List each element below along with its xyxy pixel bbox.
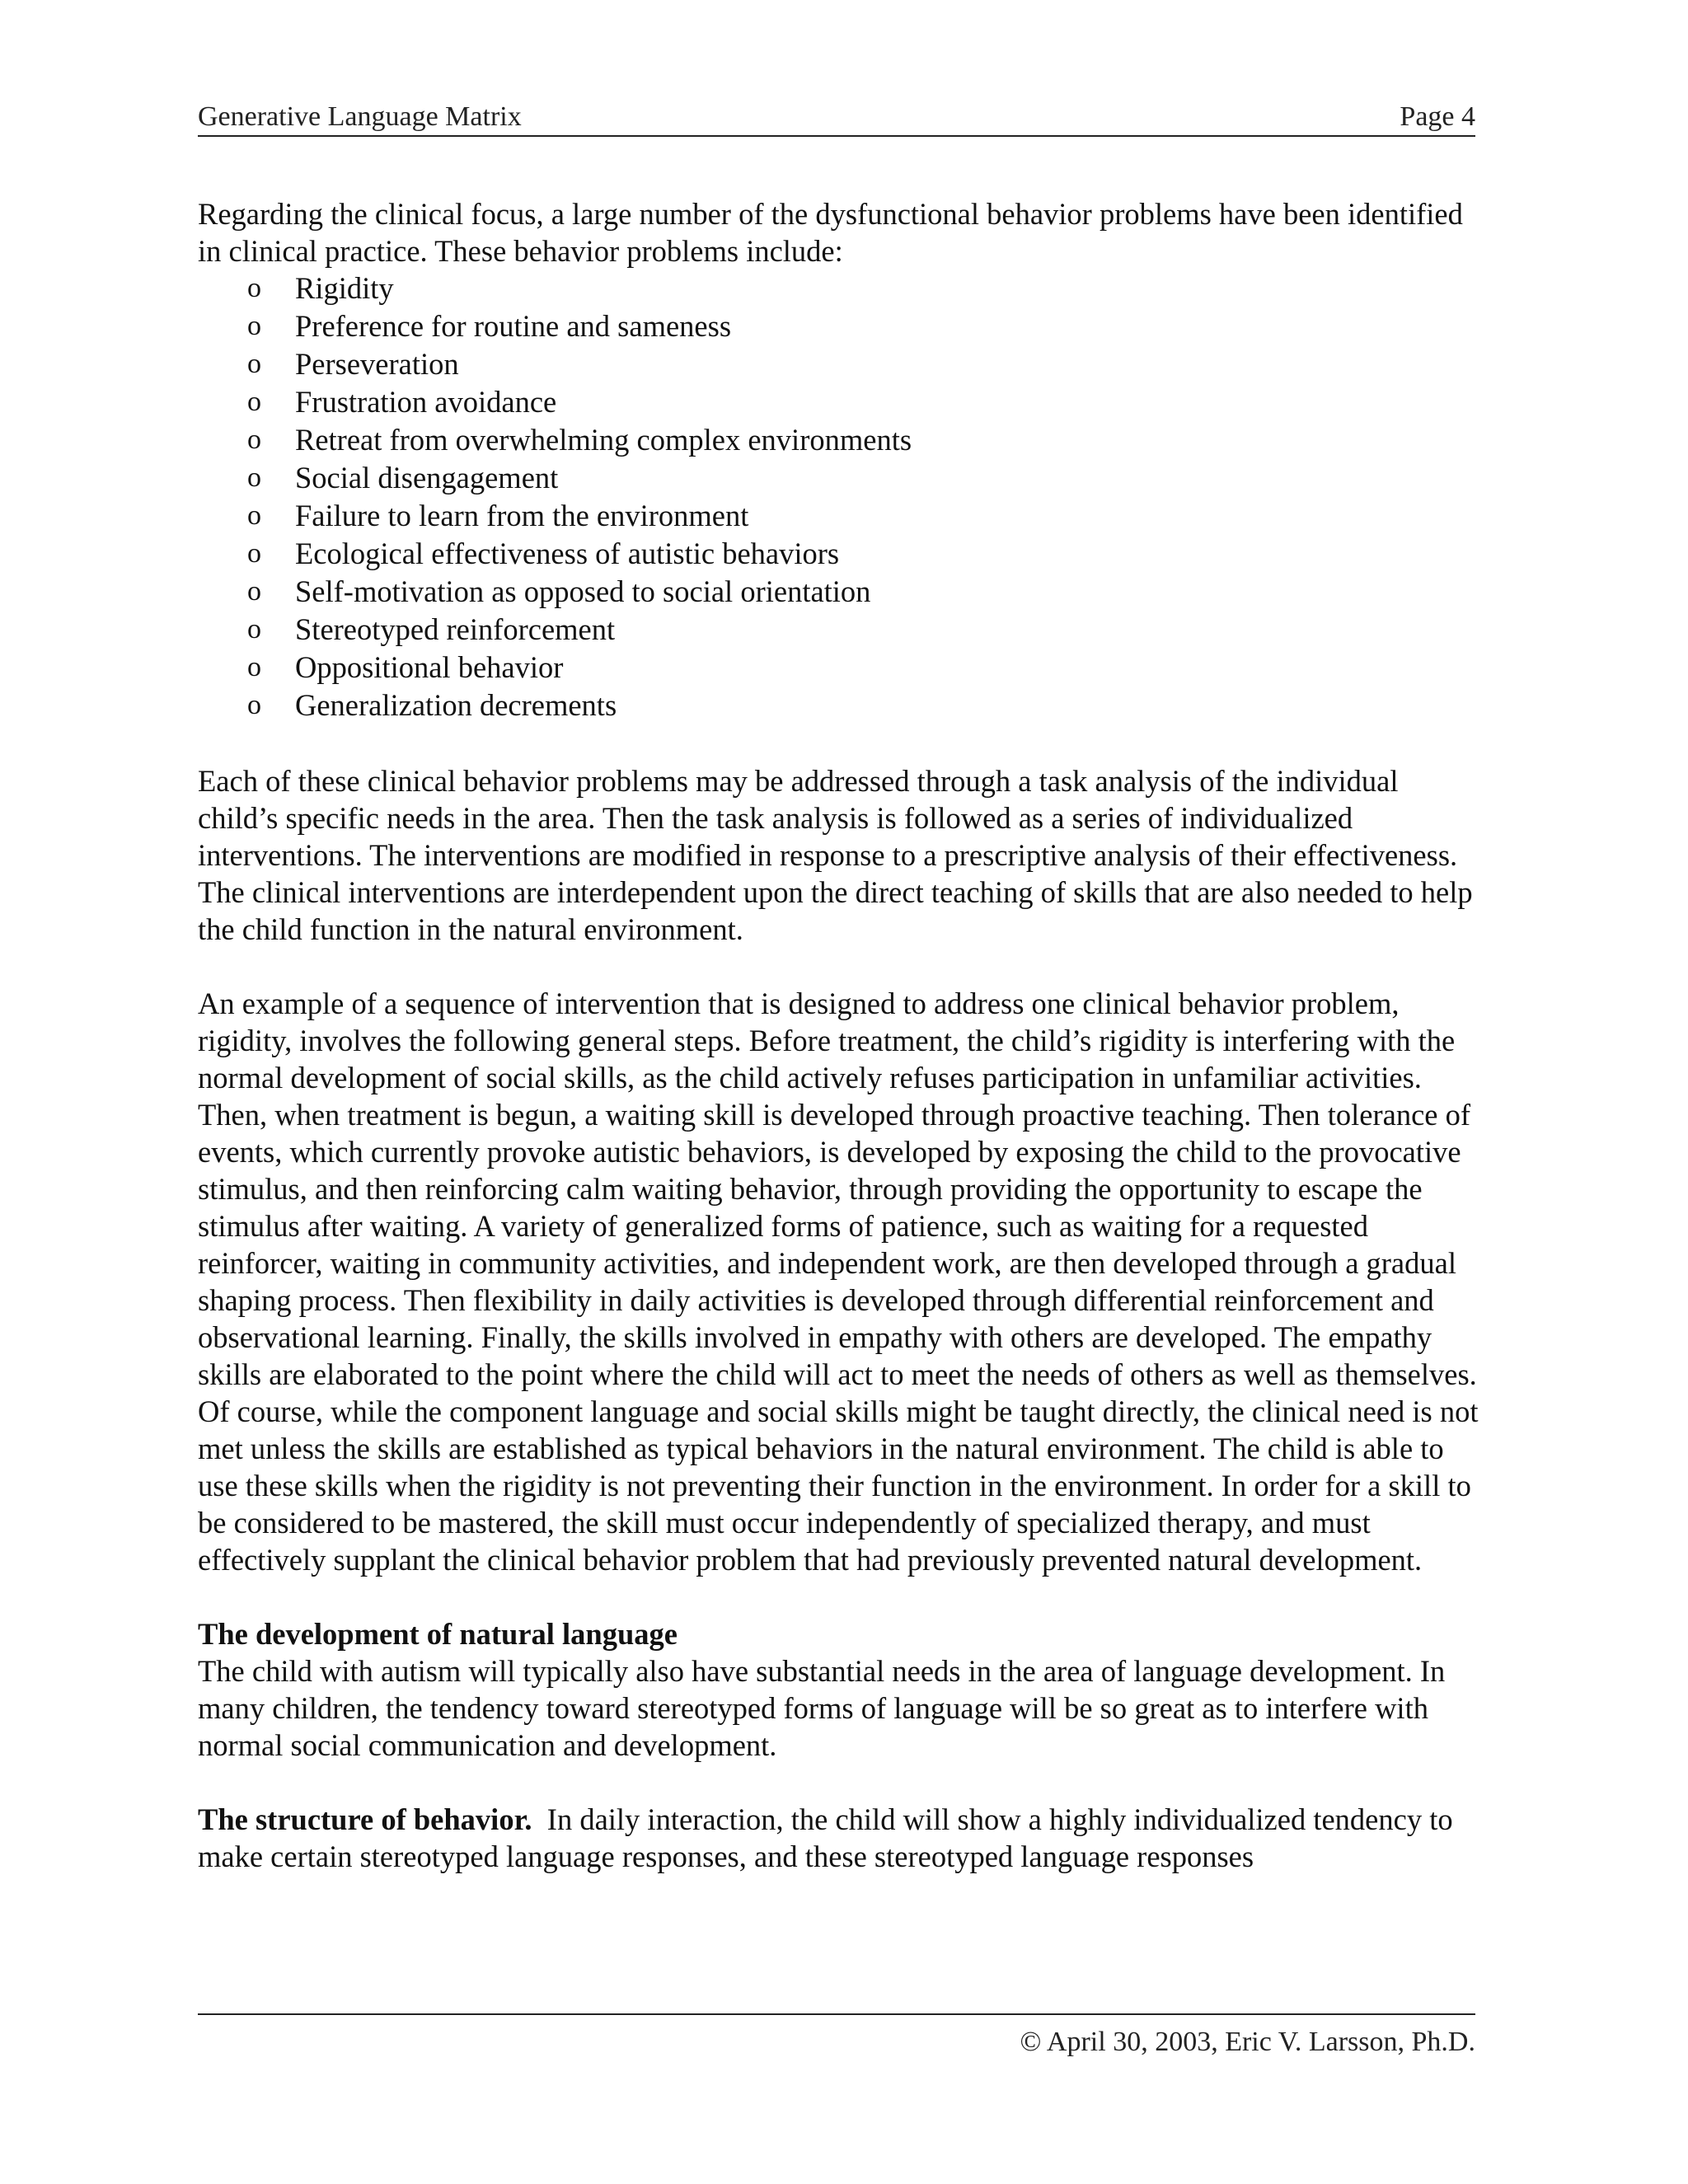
list-item: o Retreat from overwhelming complex environments: [198, 421, 1484, 459]
bullet-marker: o: [247, 349, 261, 379]
list-item: o Preference for routine and sameness: [198, 307, 1484, 345]
page-header: [198, 92, 1475, 137]
bullet-marker: o: [247, 500, 261, 531]
list-item: o Perseveration: [198, 345, 1484, 383]
list-item: o Rigidity: [198, 269, 1484, 307]
list-item: o Ecological effectiveness of autistic behaviors: [198, 535, 1484, 573]
list-item: o Stereotyped reinforcement: [198, 611, 1484, 649]
bullet-marker: o: [247, 690, 261, 720]
bullet-marker: o: [247, 387, 261, 417]
task-analysis-paragraph: Each of these clinical behavior problems may be addressed through a task analysis of the individual child’s specific needs in the area. Then the task analysis is followed as a series of individualized interventions. The interventions are modified in response to a prescriptive analysis of their effectiveness. The clinical interventions are interdependent upon the direct teaching of skills that are also needed to help the child function in the natural environment.: [198, 764, 1473, 946]
runin-heading: The structure of behavior.: [198, 1802, 532, 1836]
intervention-example-paragraph: An example of a sequence of intervention that is designed to address one clinical behavior problem, rigidity, involves the following general steps. Before treatment, the child’s rigidity is interfering with the normal development of social skills, as the child actively refuses participation in unfamiliar activities. Then, when treatment is begun, a waiting skill is developed through proactive teaching. Then tolerance of events, which currently provoke autistic behaviors, is developed by exposing the child to the provocative stimulus, and then reinforcing calm waiting behavior, through providing the opportunity to escape the stimulus after waiting. A variety of generalized forms of patience, such as waiting for a requested reinforcer, waiting in community activities, and independent work, are then developed through a gradual shaping process. Then flexibility in daily activities is developed through differential reinforcement and observational learning. Finally, the skills involved in empathy with others are developed. The empathy skills are elaborated to the point where the child will act to meet the needs of others as well as themselves. Of course, while the component language and social skills might be taught directly, the clinical need is not met unless the skills are established as typical behaviors in the natural environment. The child is able to use these skills when the rigidity is not preventing their function in the environment. In order for a skill to be considered to be mastered, the skill must occur independently of specialized therapy, and must effectively supplant the clinical behavior problem that had previously prevented natural development.: [198, 987, 1479, 1577]
bullet-marker: o: [247, 273, 261, 303]
bullet-marker: o: [247, 652, 261, 682]
list-item: o Failure to learn from the environment: [198, 497, 1484, 535]
list-item: o Social disengagement: [198, 459, 1484, 497]
footer-copyright: © April 30, 2003, Eric V. Larsson, Ph.D.: [1020, 2027, 1475, 2057]
list-item: o Oppositional behavior: [198, 649, 1484, 687]
page-number: Page 4: [1400, 101, 1475, 132]
header-title: Generative Language Matrix: [198, 101, 522, 132]
section-heading: The development of natural language: [198, 1617, 678, 1651]
bullet-marker: o: [247, 576, 261, 607]
bullet-marker: o: [247, 424, 261, 455]
list-item: o Generalization decrements: [198, 687, 1484, 724]
body-content: [198, 195, 1484, 1875]
intro-paragraph: Regarding the clinical focus, a large number of the dysfunctional behavior problems have been identified in clinical practice. These behavior problems include:: [198, 197, 1463, 268]
footer-divider: [198, 2013, 1475, 2015]
list-item: o Self-motivation as opposed to social orientation: [198, 573, 1484, 611]
bullet-marker: o: [247, 538, 261, 569]
list-item: o Frustration avoidance: [198, 383, 1484, 421]
language-needs-paragraph: The child with autism will typically also have substantial needs in the area of language development. In many children, the tendency toward stereotyped forms of language will be so great as to interfere with normal social communication and development.: [198, 1654, 1446, 1762]
bullet-marker: o: [247, 311, 261, 341]
structure-text: In daily interaction, the child will show a highly individualized tendency to make certain stereotyped language responses, and these stereotyped language responses: [198, 1802, 1461, 1873]
bullet-marker: o: [247, 614, 261, 644]
bullet-marker: o: [247, 462, 261, 493]
structure-paragraph: [198, 1801, 1484, 1875]
behavior-problem-list: [198, 269, 1484, 724]
